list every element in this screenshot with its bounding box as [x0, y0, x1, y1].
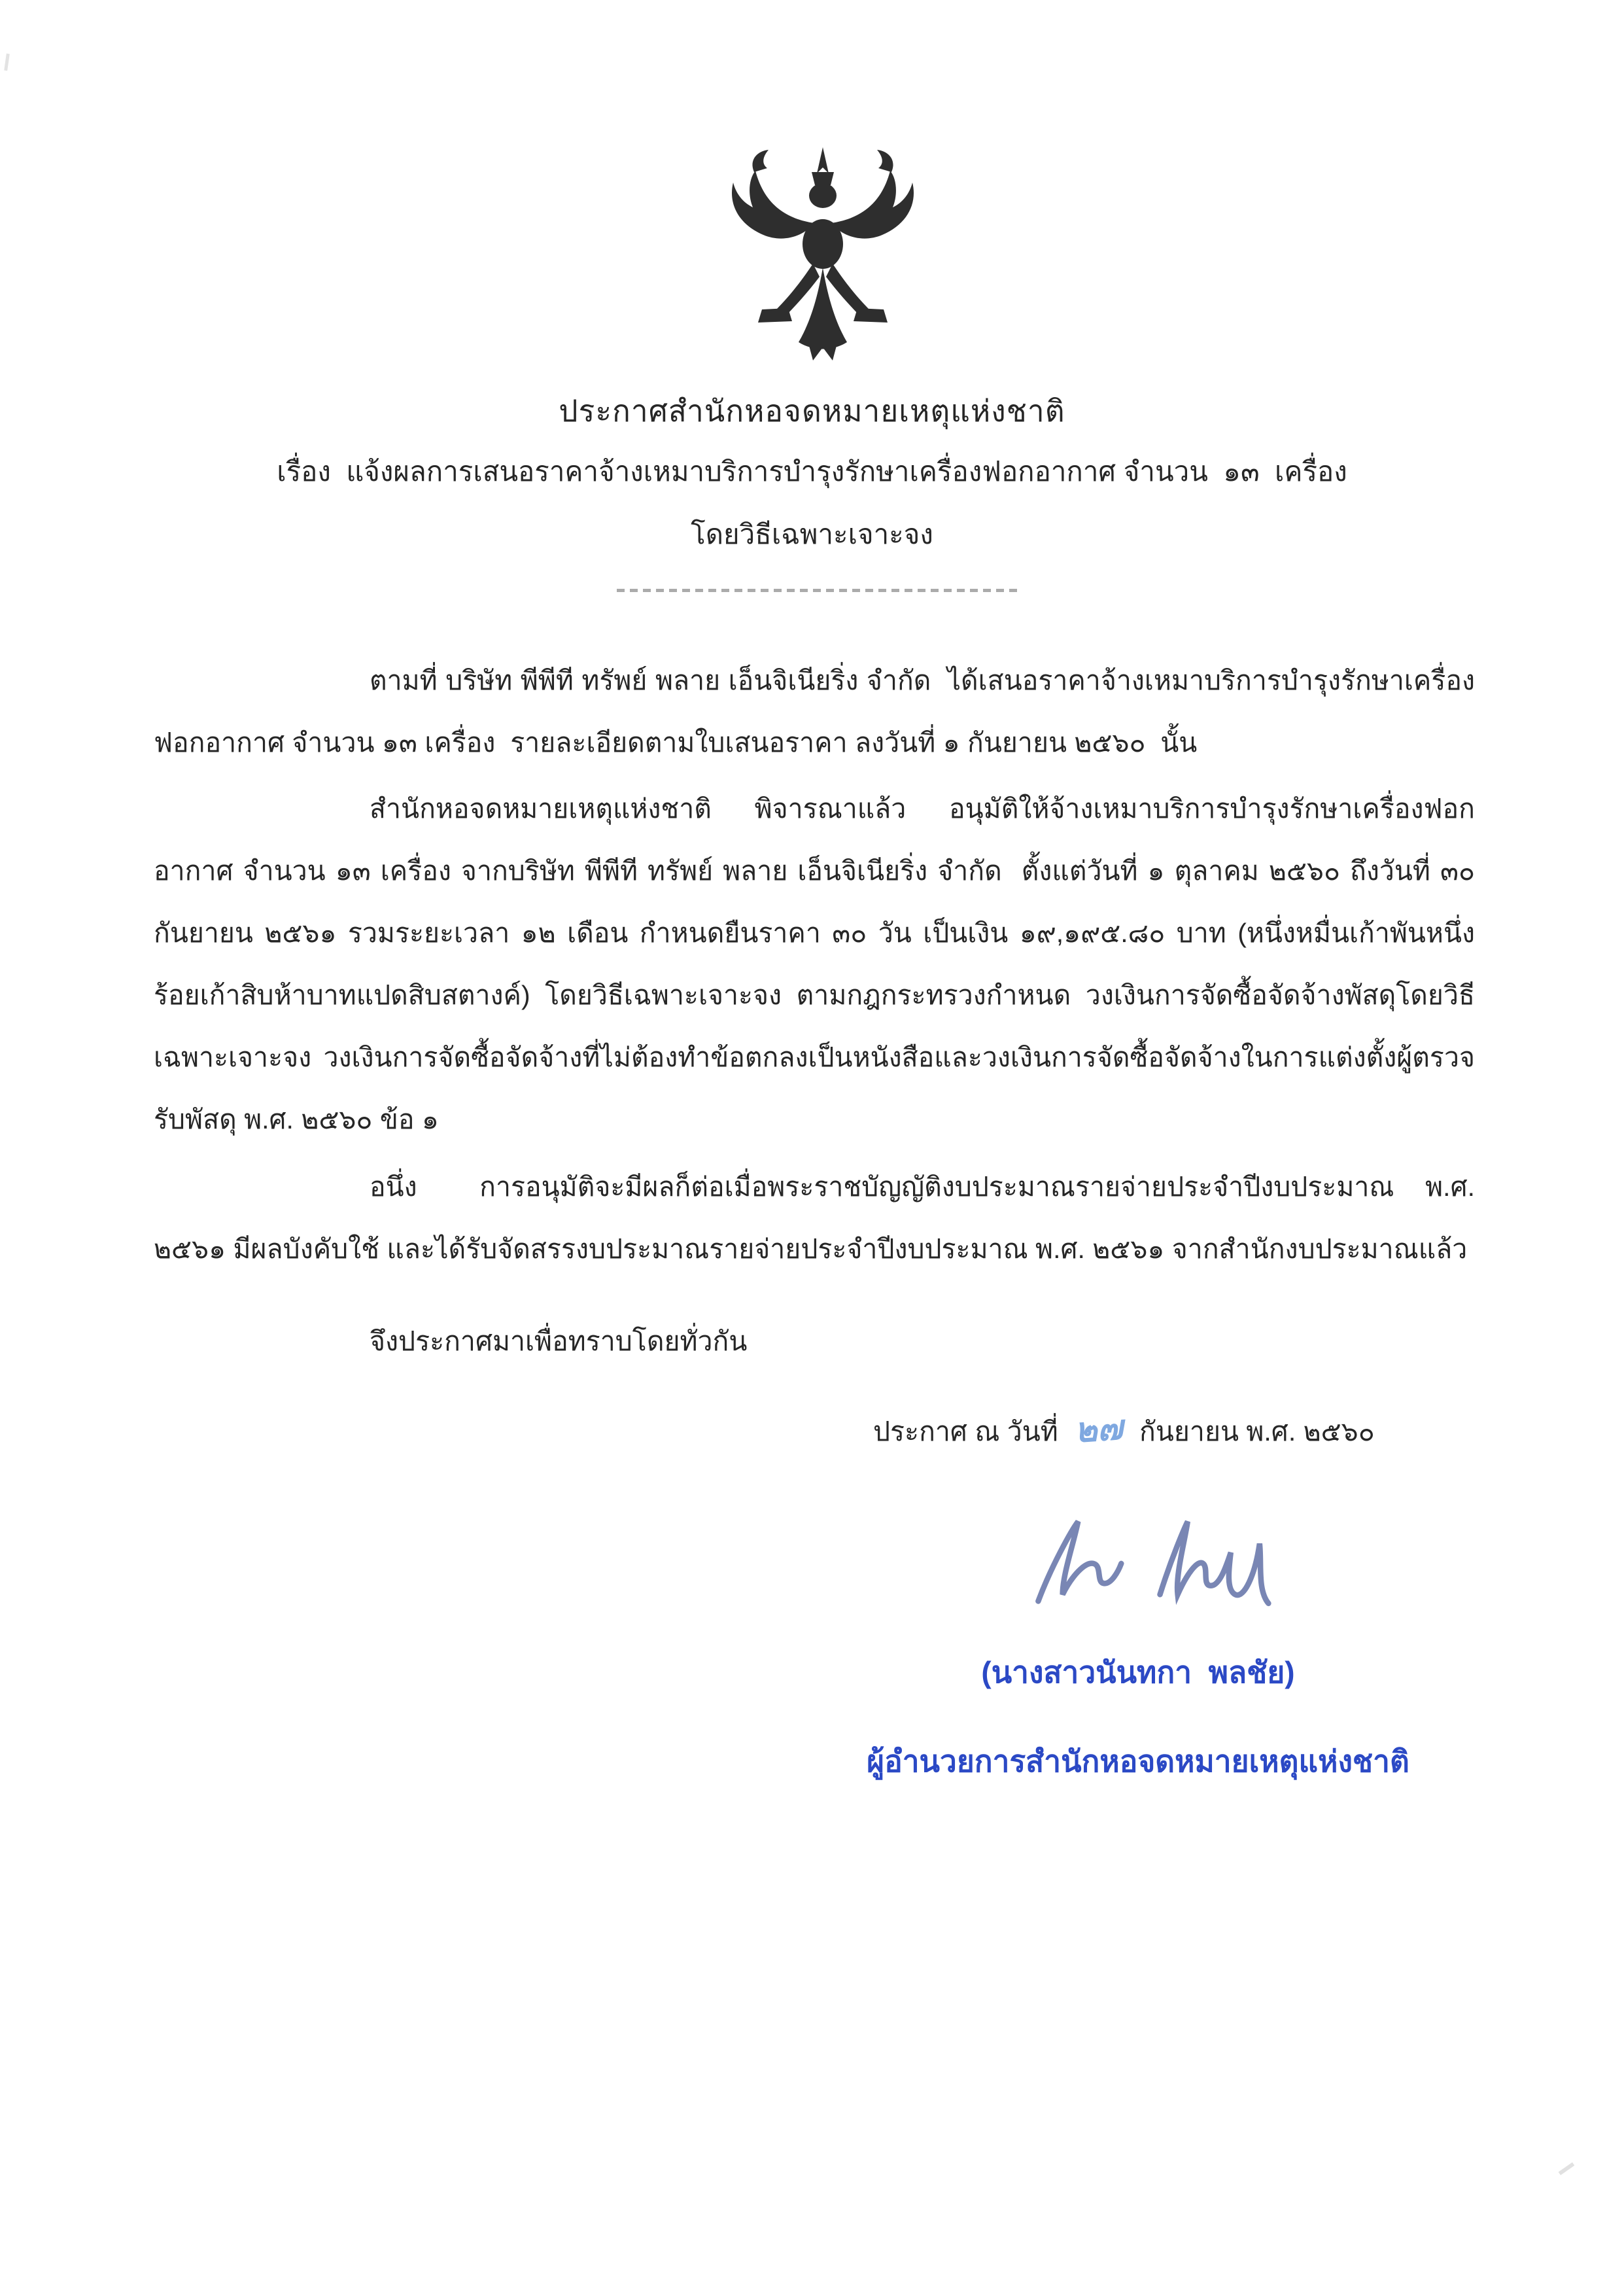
handwritten-day-number: ๒๗	[1073, 1409, 1124, 1450]
date-suffix: กันยายน พ.ศ. ๒๕๖๐	[1139, 1416, 1375, 1446]
scan-artifact	[4, 54, 10, 71]
body-paragraph-1: ตามที่ บริษัท พีพีที ทรัพย์ พลาย เอ็นจิเนียริ่ง จำกัด ได้เสนอราคาจ้างเหมาบริการบำรุงรักษาเครื่องฟอกอากาศ จำนวน ๑๓ เครื่อง รายละเอียดตามใบเสนอราคา ลงวันที่ ๑ กันยายน ๒๕๖๐ นั้น	[154, 665, 1475, 758]
document-title: ประกาศสำนักหอจดหมายเหตุแห่งชาติ	[559, 394, 1065, 428]
body-paragraph-3: อนึ่ง การอนุมัติจะมีผลก็ต่อเมื่อพระราชบัญญัติงบประมาณรายจ่ายประจำปีงบประมาณ พ.ศ. ๒๕๖๑ มีผลบังคับใช้ และได้รับจัดสรรงบประมาณรายจ่ายประจำปีงบประมาณ พ.ศ. ๒๕๖๑ จากสำนักงบประมาณแล้ว	[154, 1172, 1483, 1264]
scan-artifact	[1559, 2162, 1575, 2175]
procurement-method-line: โดยวิธีเฉพาะเจาะจง	[691, 519, 933, 550]
signer-position-title: ผู้อำนวยการสำนักหอจดหมายเหตุแห่งชาติ	[867, 1744, 1409, 1778]
date-prefix: ประกาศ ณ วันที่	[873, 1416, 1058, 1446]
announcement-date-line	[873, 1401, 1375, 1456]
document-subject-line: เรื่อง แจ้งผลการเสนอราคาจ้างเหมาบริการบำรุงรักษาเครื่องฟอกอากาศ จำนวน ๑๓ เครื่อง	[277, 456, 1347, 487]
dashed-separator	[617, 589, 1021, 592]
handwritten-signature-icon	[1007, 1498, 1295, 1636]
closing-statement: จึงประกาศมาเพื่อทราบโดยทั่วกัน	[370, 1326, 748, 1356]
signer-name: (นางสาวนันทกา พลชัย)	[981, 1655, 1295, 1689]
garuda-emblem-icon	[715, 144, 931, 373]
body-paragraph-2: สำนักหอจดหมายเหตุแห่งชาติ พิจารณาแล้ว อนุมัติให้จ้างเหมาบริการบำรุงรักษาเครื่องฟอกอากาศ จำนวน ๑๓ เครื่อง จากบริษัท พีพีที ทรัพย์ พลาย เอ็นจิเนียริ่ง จำกัด ตั้งแต่วันที่ ๑ ตุลาคม ๒๕๖๐ ถึงวันที่ ๓๐ กันยายน ๒๕๖๑ รวมระยะเวลา ๑๒ เดือน กำหนดยืนราคา ๓๐ วัน เป็นเงิน ๑๙,๑๙๕.๘๐ บาท (หนึ่งหมื่นเก้าพันหนึ่งร้อยเก้าสิบห้าบาทแปดสิบสตางค์) โดยวิธีเฉพาะเจาะจง ตามกฎกระทรวงกำหนด วงเงินการจัดซื้อจัดจ้างพัสดุโดยวิธีเฉพาะเจาะจง วงเงินการจัดซื้อจัดจ้างที่ไม่ต้องทำข้อตกลงเป็นหนังสือและวงเงินการจัดซื้อจัดจ้างในการแต่งตั้งผู้ตรวจรับพัสดุ พ.ศ. ๒๕๖๐ ข้อ ๑	[154, 794, 1483, 1134]
